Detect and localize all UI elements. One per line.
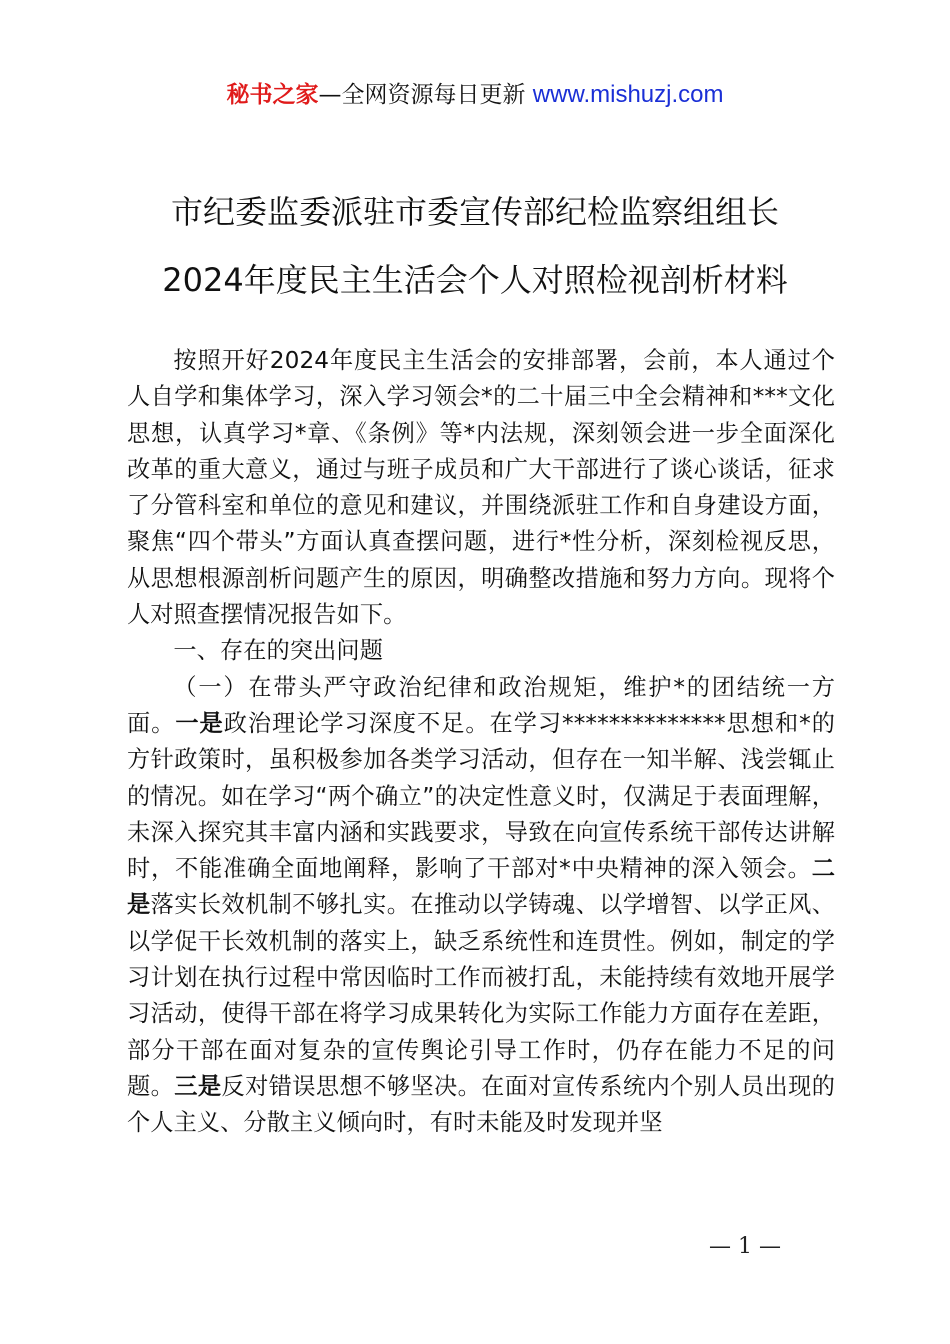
point-text-3: 反对错误思想不够坚决。在面对宣传系统内个别人员出现的个人主义、分散主义倾向时，有时未能及时发现并坚 (127, 1072, 836, 1137)
point-label-2: 二是 (127, 855, 835, 919)
page-number: — 1 — (709, 1234, 781, 1259)
issue-paragraph (127, 670, 835, 1142)
issue-lead: （一）在带头严守政治纪律和政治规矩，维护*的团结统一方面。 (127, 673, 835, 737)
site-brand: 秘书之家 (226, 82, 319, 108)
intro-paragraph: 按照开好2024年度民主生活会的安排部署，会前，本人通过个人自学和集体学习，深入学习领会*的二十届三中全会精神和***文化思想，认真学习*章、《条例》等*内法规，深刻领会进一步全面深化改革的重大意义，通过与班子成员和广大干部进行了谈心谈话，征求了分管科室和单位的意见和建议，并围绕派驻工作和自身建设方面，聚焦“四个带头”方面认真查摆问题，进行*性分析，深刻检视反思，从思想根源剖析问题产生的原因，明确整改措施和努力方向。现将个人对照查摆情况报告如下。 (127, 347, 835, 629)
section-heading: 一、存在的突出问题 (173, 637, 383, 665)
document-body (127, 343, 835, 1142)
point-text-1: 政治理论学习深度不足。在学习**************思想和*的方针政策时，虽积极参加各类学习活动，但存在一知半解、浅尝辄止的情况。如在学习“两个确立”的决定性意义时，仅满足于表面理解，未深入探究其丰富内涵和实践要求，导致在向宣传系统干部传达讲解时，不能准确全面地阐释，影响了干部对*中央精神的深入领会。 (127, 709, 835, 883)
site-slogan: —全网资源每日更新 (318, 82, 533, 108)
document-title-line2: 2024年度民主生活会个人对照检视剖析材料 (162, 261, 788, 299)
point-label-1: 一是 (175, 709, 224, 737)
site-header (0, 78, 950, 112)
site-url-link[interactable]: www.mishuzj.com (532, 81, 724, 108)
point-text-2: 落实长效机制不够扎实。在推动以学铸魂、以学增智、以学正风、以学促干长效机制的落实上，缺乏系统性和连贯性。例如，制定的学习计划在执行过程中常因临时工作而被打乱，未能持续有效地开展学习活动，使得干部在将学习成果转化为实际工作能力方面存在差距，部分干部在面对复杂的宣传舆论引导工作时，仍存在能力不足的问题。 (127, 891, 835, 1100)
document-title-line1: 市纪委监委派驻市委宣传部纪检监察组组长 (170, 193, 779, 231)
point-label-3: 三是 (174, 1072, 222, 1100)
